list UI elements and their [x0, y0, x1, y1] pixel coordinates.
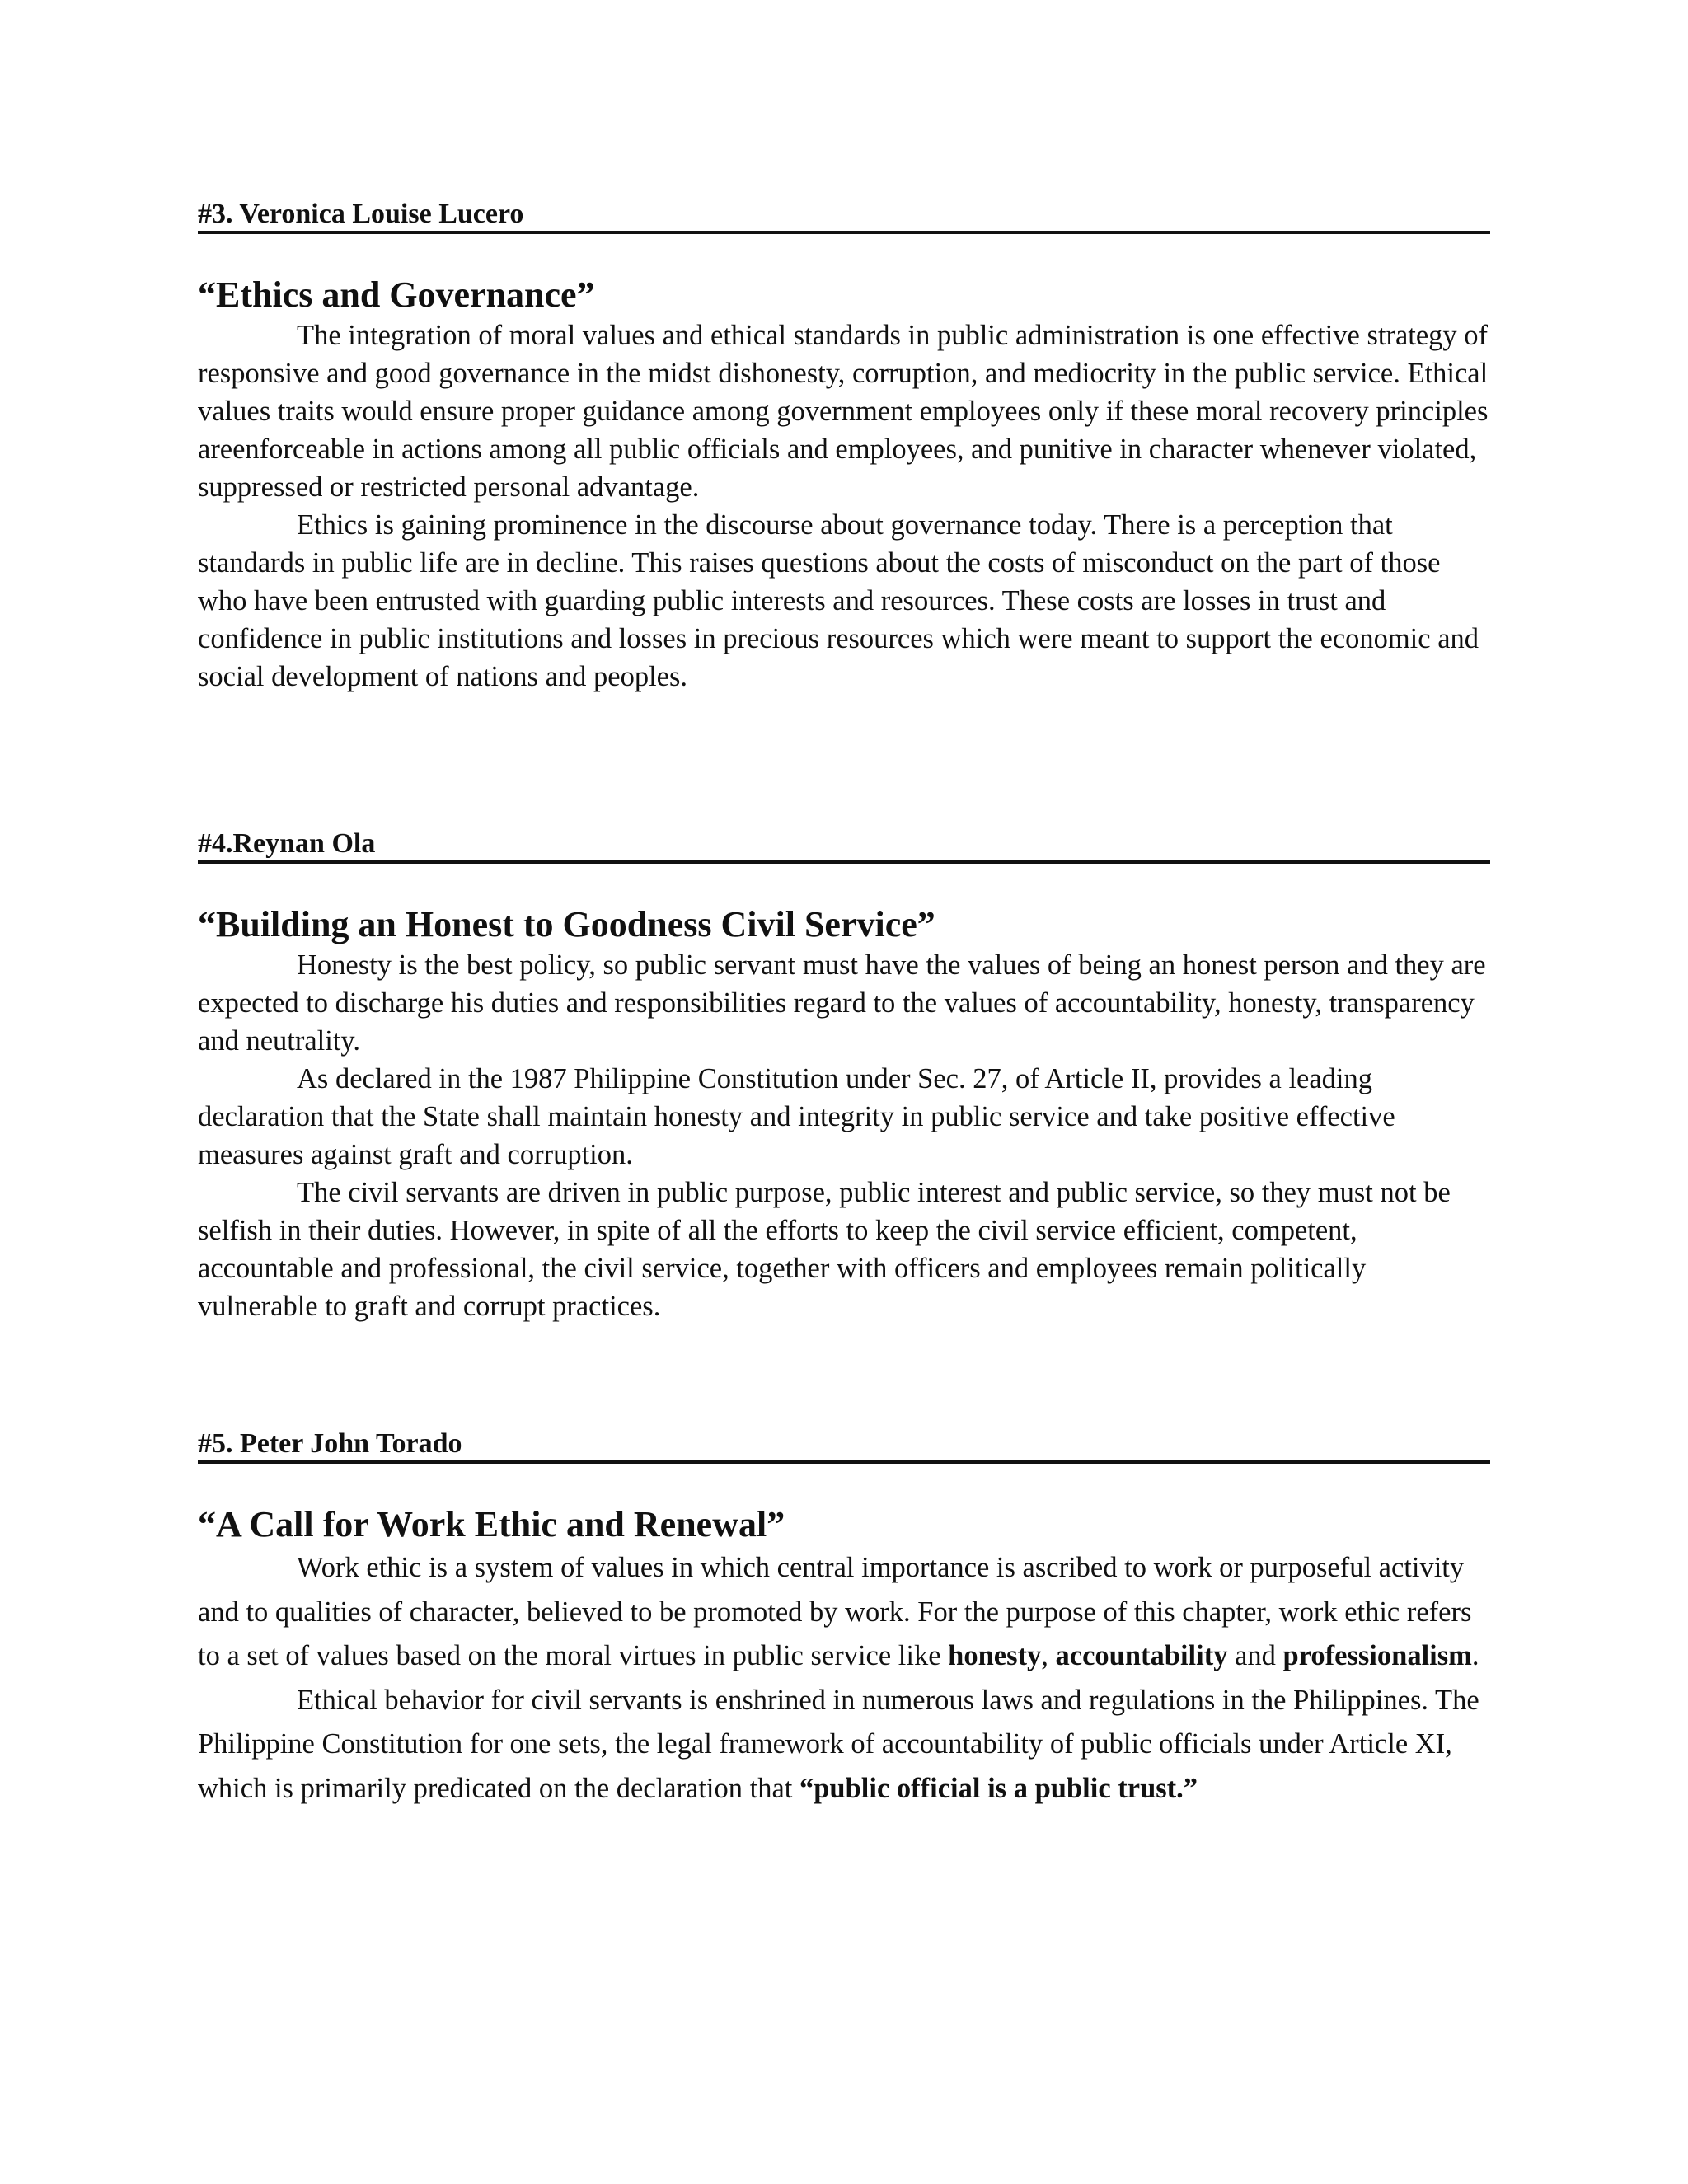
body-paragraph — [198, 1679, 1490, 1811]
bold-term-accountability: accountability — [1055, 1640, 1228, 1671]
separator-text: , — [1041, 1640, 1056, 1671]
essay-section-4 — [198, 827, 1490, 1325]
essay-section-5 — [198, 1427, 1490, 1811]
bold-term-professionalism: professionalism — [1282, 1640, 1472, 1671]
bold-term-honesty: honesty — [948, 1640, 1042, 1671]
body-paragraph — [198, 1546, 1490, 1679]
essay-section-3 — [198, 198, 1490, 696]
essay-title: “Building an Honest to Goodness Civil Service” — [198, 904, 935, 944]
author-heading: #5. Peter John Torado — [198, 1427, 1490, 1464]
body-paragraph: The integration of moral values and ethical standards in public administration is one effective strategy of responsive and good governance in the midst dishonesty, corruption, and mediocrity in the public service. Ethical values traits would ensure proper guidance among government employees only if these moral recovery principles areenforceable in actions among all public officials and employees, and punitive in character whenever violated, suppressed or restricted personal advantage. — [198, 320, 1489, 503]
essay-title: “A Call for Work Ethic and Renewal” — [198, 1504, 785, 1544]
body-paragraph: As declared in the 1987 Philippine Constitution under Sec. 27, of Article II, provides a leading declaration that the State shall maintain honesty and integrity in public service and take positive effective measures against graft and corruption. — [198, 1063, 1395, 1170]
body-paragraph: Honesty is the best policy, so public servant must have the values of being an honest person and they are expected to discharge his duties and responsibilities regard to the values of accountability, honesty, transparency and neutrality. — [198, 949, 1486, 1057]
paragraph-text: Ethical behavior for civil servants is enshrined in numerous laws and regulations in the Philippines. The Philippine Constitution for one sets, the legal framework of accountability of public officials under Article XI, which is primarily predicated on the declaration that — [198, 1684, 1479, 1804]
essay-title: “Ethics and Governance” — [198, 274, 595, 315]
separator-text: and — [1227, 1640, 1283, 1671]
paragraph-text: Work ethic is a system of values in which central importance is ascribed to work or purposeful activity and to qualities of character, believed to be promoted by work. For the purpose of this chapter, work ethic refers to a set of values based on the moral virtues in public service like — [198, 1552, 1472, 1671]
body-paragraph: Ethics is gaining prominence in the discourse about governance today. There is a perception that standards in public life are in decline. This raises questions about the costs of misconduct on the part of those who have been entrusted with guarding public interests and resources. These costs are losses in trust and confidence in public institutions and losses in precious resources which were meant to support the economic and social development of nations and peoples. — [198, 509, 1479, 692]
bold-quote: “public official is a public trust.” — [799, 1772, 1198, 1804]
author-heading: #4.Reynan Ola — [198, 827, 1490, 864]
author-heading: #3. Veronica Louise Lucero — [198, 198, 1490, 234]
paragraph-end: . — [1471, 1640, 1479, 1671]
document-page — [198, 0, 1490, 2184]
body-paragraph: The civil servants are driven in public purpose, public interest and public service, so they must not be selfish in their duties. However, in spite of all the efforts to keep the civil service efficient, competent, accountable and professional, the civil service, together with officers and employees remain politically vulnerable to graft and corrupt practices. — [198, 1177, 1451, 1322]
